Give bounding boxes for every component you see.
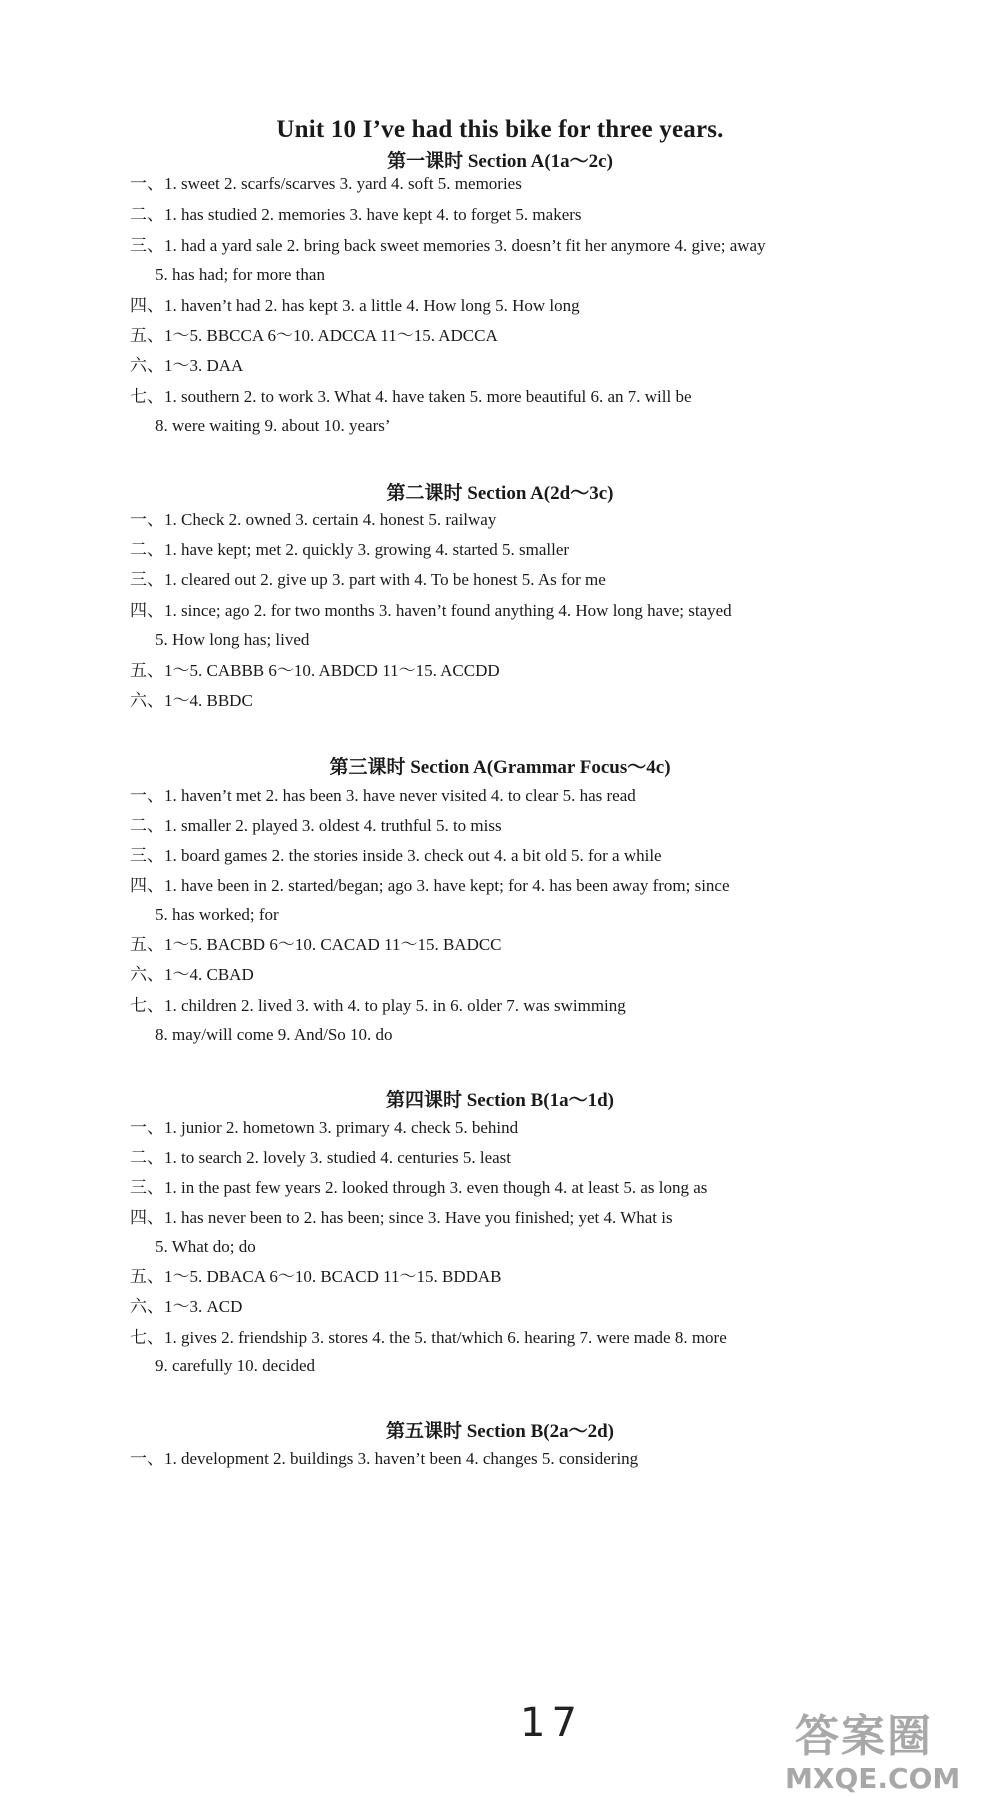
answer-line: 七、1. gives 2. friendship 3. stores 4. the 5. that/which 6. hearing 7. were made 8. more [130, 1328, 727, 1347]
answer-line: 8. were waiting 9. about 10. years’ [155, 416, 391, 435]
answer-line: 5. has worked; for [155, 905, 279, 924]
answer-line: 五、1～5. BBCCA 6～10. ADCCA 11～15. ADCCA [130, 326, 498, 345]
answer-line: 四、1. has never been to 2. has been; since 3. Have you finished; yet 4. What is [130, 1208, 673, 1227]
answer-line: 一、1. haven’t met 2. has been 3. have never visited 4. to clear 5. has read [130, 786, 636, 805]
answer-line: 六、1～3. DAA [130, 356, 244, 375]
section-title-2: 第二课时 Section A(2d～3c) [386, 483, 614, 504]
answer-line: 一、1. Check 2. owned 3. certain 4. honest 5. railway [130, 510, 497, 529]
unit-title: Unit 10 I’ve had this bike for three years. [276, 116, 724, 143]
answer-line: 四、1. haven’t had 2. has kept 3. a little 4. How long 5. How long [130, 296, 580, 315]
section-title-3: 第三课时 Section A(Grammar Focus～4c) [329, 757, 671, 778]
page-number: 17 [520, 1700, 583, 1746]
answer-line: 二、1. smaller 2. played 3. oldest 4. truthful 5. to miss [130, 816, 502, 835]
answer-line: 一、1. sweet 2. scarfs/scarves 3. yard 4. soft 5. memories [130, 174, 522, 193]
answer-line: 二、1. have kept; met 2. quickly 3. growing 4. started 5. smaller [130, 540, 570, 559]
answer-line: 5. has had; for more than [155, 265, 325, 284]
answer-line: 一、1. junior 2. hometown 3. primary 4. check 5. behind [130, 1118, 519, 1137]
answer-line: 三、1. had a yard sale 2. bring back sweet memories 3. doesn’t fit her anymore 4. give; away [130, 236, 766, 255]
answer-line: 一、1. development 2. buildings 3. haven’t been 4. changes 5. considering [130, 1449, 639, 1468]
answer-line: 四、1. since; ago 2. for two months 3. haven’t found anything 4. How long have; stayed [130, 601, 732, 620]
answer-line: 六、1～4. CBAD [130, 965, 254, 984]
watermark-url: MXQE.COM [785, 1762, 961, 1795]
answer-line: 9. carefully 10. decided [155, 1356, 316, 1375]
answer-line: 三、1. board games 2. the stories inside 3. check out 4. a bit old 5. for a while [130, 846, 662, 865]
answer-line: 六、1～4. BBDC [130, 691, 253, 710]
answer-line: 七、1. children 2. lived 3. with 4. to play 5. in 6. older 7. was swimming [130, 996, 626, 1015]
answer-line: 四、1. have been in 2. started/began; ago 3. have kept; for 4. has been away from; since [130, 876, 730, 895]
answer-line: 二、1. has studied 2. memories 3. have kept 4. to forget 5. makers [130, 205, 582, 224]
answer-line: 8. may/will come 9. And/So 10. do [155, 1025, 393, 1044]
answer-line: 三、1. cleared out 2. give up 3. part with 4. To be honest 5. As for me [130, 570, 606, 589]
answer-line: 五、1～5. DBACA 6～10. BCACD 11～15. BDDAB [130, 1267, 502, 1286]
watermark-logo [785, 1700, 990, 1795]
answer-line: 5. How long has; lived [155, 630, 310, 649]
answer-line: 二、1. to search 2. lovely 3. studied 4. centuries 5. least [130, 1148, 511, 1167]
answer-line: 七、1. southern 2. to work 3. What 4. have taken 5. more beautiful 6. an 7. will be [130, 387, 692, 406]
answer-line: 5. What do; do [155, 1237, 256, 1256]
section-title-5: 第五课时 Section B(2a～2d) [385, 1421, 614, 1442]
answer-line: 三、1. in the past few years 2. looked through 3. even though 4. at least 5. as long as [130, 1178, 708, 1197]
section-title-1: 第一课时 Section A(1a～2c) [387, 151, 613, 172]
answer-line: 五、1～5. BACBD 6～10. CACAD 11～15. BADCC [130, 935, 502, 954]
answer-line: 六、1～3. ACD [130, 1297, 243, 1316]
answer-line: 五、1～5. CABBB 6～10. ABDCD 11～15. ACCDD [130, 661, 500, 680]
section-title-4: 第四课时 Section B(1a～1d) [385, 1090, 614, 1111]
watermark-logo-text: 答案圈 [795, 1711, 933, 1762]
